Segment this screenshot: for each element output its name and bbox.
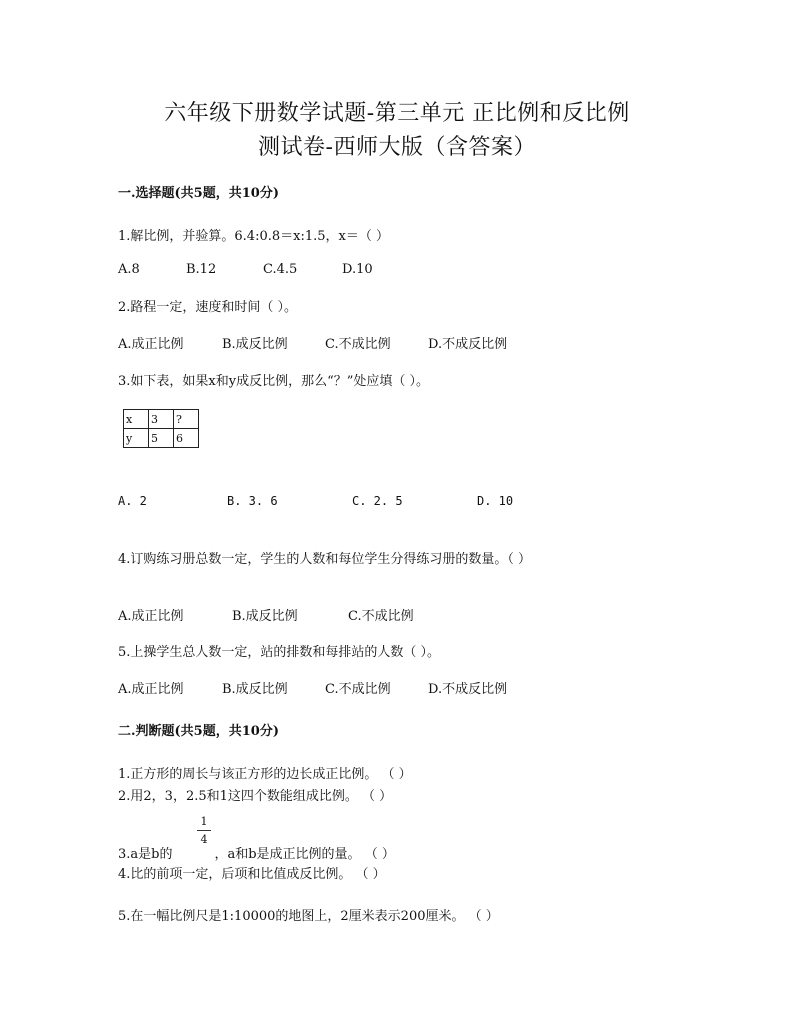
q2-option-c: C.不成比例 <box>325 337 391 352</box>
q4-option-b: B.成反比例 <box>232 609 298 624</box>
question-2: 2.路程一定，速度和时间（ ）。 <box>118 300 298 315</box>
q3-option-c: C. 2. 5 <box>352 494 403 508</box>
q5-option-c: C.不成比例 <box>325 682 391 697</box>
table-row <box>124 429 199 448</box>
q4-option-c: C.不成比例 <box>348 609 414 624</box>
table-cell: ? <box>174 410 199 429</box>
question-4: 4.订购练习册总数一定，学生的人数和每位学生分得练习册的数量。（ ） <box>118 552 532 567</box>
judge-question-2: 2.用2，3，2.5和1这四个数能组成比例。 （ ） <box>118 789 393 804</box>
question-1: 1.解比例，并验算。6.4:0.8＝x:1.5，x＝（ ） <box>118 229 389 244</box>
table-cell: 3 <box>149 410 174 429</box>
q2-option-a: A.成正比例 <box>118 337 184 352</box>
q4-option-a: A.成正比例 <box>118 609 184 624</box>
ratio-table <box>123 409 199 448</box>
judge-question-1: 1.正方形的周长与该正方形的边长成正比例。 （ ） <box>118 767 412 782</box>
fraction-denominator: 4 <box>200 833 208 846</box>
q1-option-c: C.4.5 <box>263 262 298 277</box>
q5-option-a: A.成正比例 <box>118 682 184 697</box>
section-heading-choice: 一.选择题(共5题，共10分) <box>118 186 279 201</box>
judge-question-5: 5.在一幅比例尺是1:10000的地图上，2厘米表示200厘米。 （ ） <box>118 909 499 924</box>
q3-option-a: A. 2 <box>118 494 147 508</box>
fraction-one-quarter <box>197 815 211 846</box>
judge-question-3 <box>118 843 395 862</box>
q5-option-d: D.不成反比例 <box>428 682 508 697</box>
table-cell: y <box>124 429 149 448</box>
q1-option-a: A.8 <box>118 262 140 277</box>
table-cell: 5 <box>149 429 174 448</box>
q2-option-b: B.成反比例 <box>222 337 288 352</box>
question-3: 3.如下表，如果x和y成反比例，那么“？”处应填（ ）。 <box>118 374 430 389</box>
title-line-1: 六年级下册数学试题-第三单元 正比例和反比例 <box>164 101 630 126</box>
table-cell: 6 <box>174 429 199 448</box>
table-cell: x <box>124 410 149 429</box>
q3-option-d: D. 10 <box>477 494 514 508</box>
section-heading-judgement: 二.判断题(共5题，共10分) <box>118 724 279 739</box>
q3-option-b: B. 3. 6 <box>227 494 278 508</box>
table-row <box>124 410 199 429</box>
judge-q3-before: 3.a是b的 <box>118 847 173 862</box>
title-line-2: 测试卷-西师大版（含答案） <box>258 135 536 160</box>
q1-option-d: D.10 <box>342 262 373 277</box>
fraction-bar <box>197 830 211 831</box>
q1-option-b: B.12 <box>186 262 217 277</box>
q5-option-b: B.成反比例 <box>222 682 288 697</box>
judge-q3-after: ，a和b是成正比例的量。 （ ） <box>214 847 395 862</box>
question-5: 5.上操学生总人数一定，站的排数和每排站的人数（ ）。 <box>118 645 441 660</box>
q2-option-d: D.不成反比例 <box>428 337 508 352</box>
fraction-numerator: 1 <box>200 815 208 828</box>
judge-question-4: 4.比的前项一定，后项和比值成反比例。 （ ） <box>118 867 386 882</box>
